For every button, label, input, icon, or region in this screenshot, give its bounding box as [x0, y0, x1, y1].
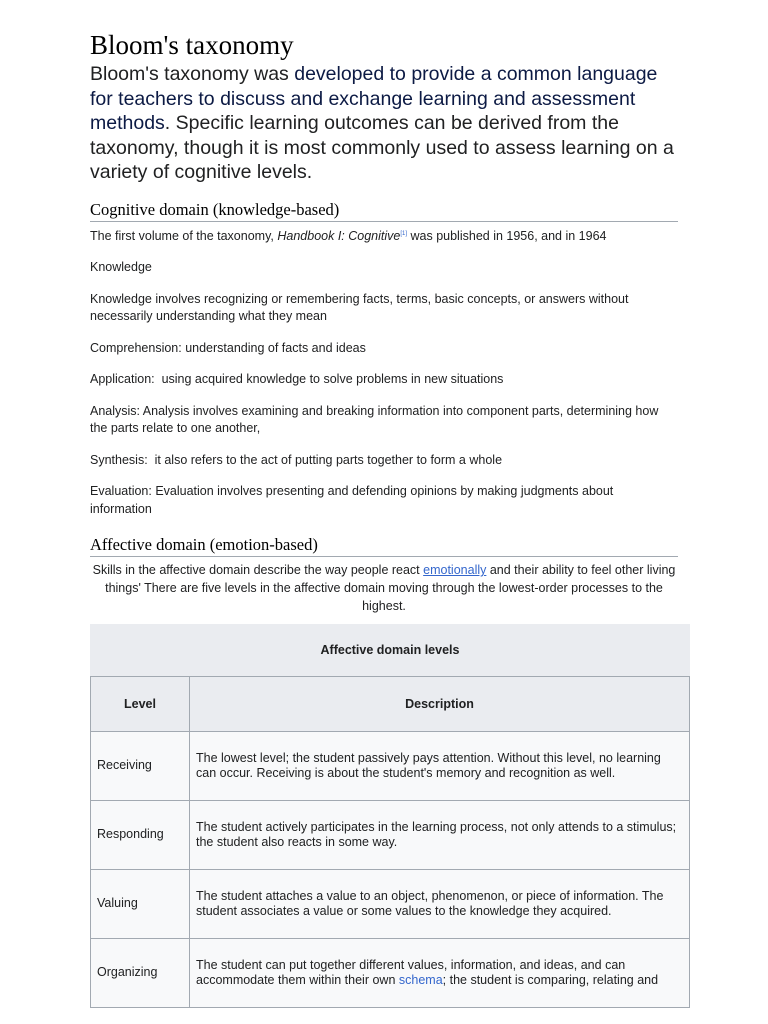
handbook-title: Handbook I: Cognitive — [277, 228, 401, 243]
evaluation-text: Evaluation: Evaluation involves presenting and defending opinions by making judgments about information — [90, 484, 614, 516]
table-row — [91, 939, 690, 1008]
reference-link[interactable]: [1] — [400, 230, 408, 237]
description-cell: The lowest level; the student passively pays attention. Without this level, no learning can occur. Receiving is about the student's memory and recognition as well. — [190, 732, 690, 801]
cognitive-intro-text-end: was published in 1956, and in 1964 — [407, 228, 607, 243]
affective-domain-table — [90, 624, 690, 1008]
article — [90, 28, 690, 615]
table-row — [91, 732, 690, 801]
description-cell — [190, 939, 690, 1008]
affective-intro — [90, 561, 678, 615]
cognitive-intro — [90, 226, 670, 246]
lead-paragraph — [90, 62, 680, 185]
application-text: Application: using acquired knowledge to solve problems in new situations — [90, 372, 504, 387]
column-header-description: Description — [190, 677, 690, 732]
table-header-row — [91, 677, 690, 732]
comprehension-text: Comprehension: understanding of facts and ideas — [90, 340, 366, 355]
level-cell: Organizing — [91, 939, 190, 1008]
synthesis-text: Synthesis: it also refers to the act of putting parts together to form a whole — [90, 452, 503, 467]
description-cell: The student attaches a value to an object, phenomenon, or piece of information. The student associates a value or some values to the knowledge they acquired. — [190, 870, 690, 939]
lead-text-1: Bloom's taxonomy was — [90, 63, 295, 85]
lead-text-2: . Specific learning outcomes can be derived from the taxonomy, though it is most commonly used to assess learning on a variety of cognitive levels. — [90, 112, 674, 183]
description-text-end: ; the student is comparing, relating and — [442, 973, 659, 987]
page-title: Bloom's taxonomy — [90, 30, 294, 60]
table-row — [91, 801, 690, 870]
knowledge-description: Knowledge involves recognizing or remembering facts, terms, basic concepts, or answers without necessarily understanding what they mean — [90, 291, 629, 324]
level-cell: Valuing — [91, 870, 190, 939]
description-cell: The student actively participates in the learning process, not only attends to a stimulus; the student also reacts in some way. — [190, 801, 690, 870]
affective-intro-text-end: and their ability to feel other living things' There are five levels in the affective domain moving through the lowest-order processes to the highest. — [105, 563, 676, 614]
lead-text-highlight: developed to provide a common language for teachers to discuss and exchange learning and assessment methods — [90, 63, 658, 134]
knowledge-label: Knowledge — [90, 260, 152, 275]
cognitive-domain-heading: Cognitive domain (knowledge-based) — [90, 200, 678, 222]
level-cell: Responding — [91, 801, 190, 870]
emotionally-link[interactable]: emotionally — [423, 563, 487, 578]
description-text: The student can put together different values, information, and ideas, and can accommodate them within their own — [196, 957, 626, 987]
table-row — [91, 870, 690, 939]
table-caption: Affective domain levels — [90, 624, 690, 676]
affective-intro-text: Skills in the affective domain describe the way people react — [92, 563, 424, 578]
level-cell: Receiving — [91, 732, 190, 801]
affective-domain-heading: Affective domain (emotion-based) — [90, 535, 678, 557]
cognitive-intro-text: The first volume of the taxonomy, — [90, 228, 278, 243]
schema-link[interactable]: schema — [398, 973, 443, 987]
column-header-level: Level — [91, 677, 190, 732]
analysis-text: Analysis: Analysis involves examining and breaking information into component parts, determining how the parts relate to one another, — [90, 403, 659, 436]
